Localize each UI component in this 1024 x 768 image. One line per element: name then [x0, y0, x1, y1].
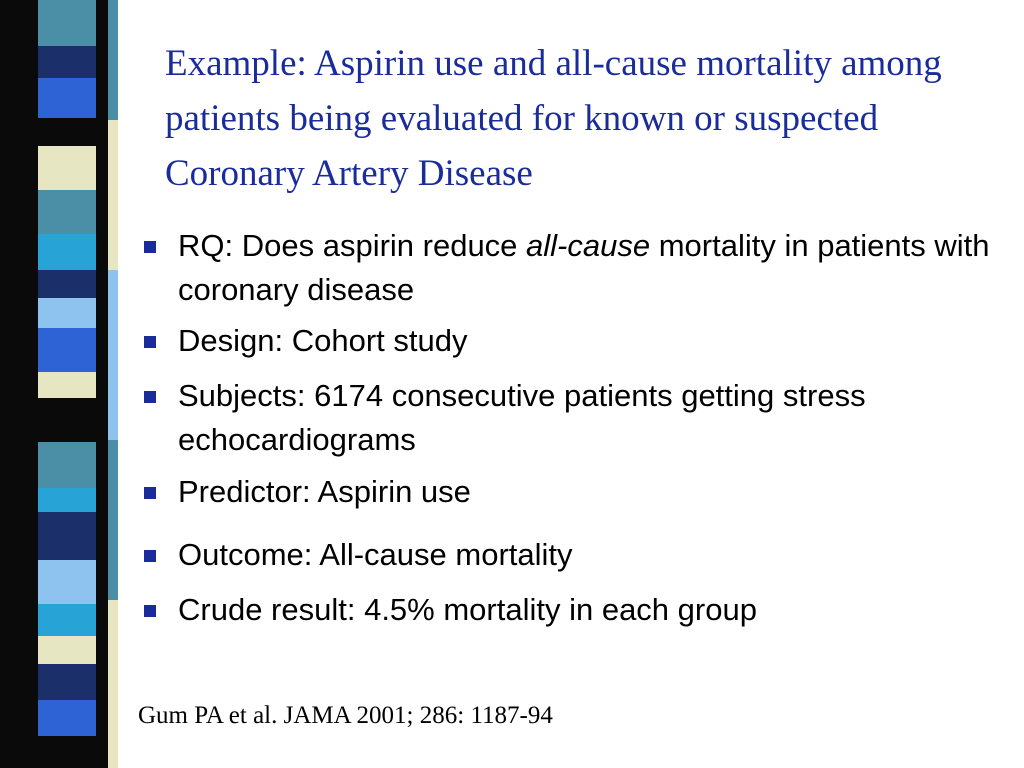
stripe-block	[38, 20, 96, 46]
stripe-block	[38, 78, 96, 118]
bullet-item-rq	[140, 224, 990, 312]
stripe-block	[108, 440, 118, 600]
stripe-block	[38, 636, 96, 664]
stripe-block	[38, 46, 96, 78]
bullet-text-emphasis: all-cause	[526, 228, 651, 263]
bullet-item-design	[140, 319, 990, 363]
stripe-block	[38, 442, 96, 488]
bullet-marker-icon	[144, 336, 156, 348]
stripe-block	[38, 398, 96, 442]
stripe-block	[38, 0, 96, 20]
slide-title: Example: Aspirin use and all-cause mortality among patients being evaluated for known or suspected Coronary Artery Disease	[165, 43, 942, 194]
bullet-marker-icon	[144, 487, 156, 499]
bullet-text-suffix: mortality in patients with coronary disease	[178, 228, 990, 307]
stripe-block	[38, 736, 96, 768]
bullet-marker-icon	[144, 391, 156, 403]
stripe-block	[38, 298, 96, 328]
stripe-border-right	[96, 0, 108, 768]
stripe-block	[108, 600, 118, 768]
stripe-block	[38, 488, 96, 512]
bullet-text: Predictor: Aspirin use	[178, 474, 471, 509]
stripe-block	[38, 118, 96, 146]
stripe-block	[38, 146, 96, 190]
bullet-item-outcome	[140, 533, 990, 577]
bullet-item-subjects	[140, 374, 990, 462]
stripe-block	[38, 190, 96, 234]
stripe-block	[38, 560, 96, 604]
citation: Gum PA et al. JAMA 2001; 286: 1187-94	[138, 702, 553, 729]
stripe-block	[38, 328, 96, 372]
stripe-block	[38, 664, 96, 700]
bullet-marker-icon	[144, 241, 156, 253]
bullet-marker-icon	[144, 605, 156, 617]
stripe-block	[38, 372, 96, 398]
bullet-text: Outcome: All-cause mortality	[178, 537, 573, 572]
stripe-block	[108, 120, 118, 270]
stripe-block	[38, 234, 96, 270]
stripe-block	[38, 512, 96, 560]
stripe-border-left	[0, 0, 38, 768]
stripe-block	[38, 270, 96, 298]
bullet-item-result	[140, 588, 990, 632]
stripe-block	[38, 700, 96, 736]
stripe-block	[38, 604, 96, 636]
bullet-marker-icon	[144, 550, 156, 562]
stripe-block	[108, 0, 118, 120]
bullet-text: Crude result: 4.5% mortality in each group	[178, 592, 757, 627]
bullet-item-predictor	[140, 470, 990, 514]
bullet-text: Subjects: 6174 consecutive patients getting stress echocardiograms	[178, 378, 866, 457]
bullet-text-prefix: RQ: Does aspirin reduce	[178, 228, 527, 263]
stripe-block	[108, 270, 118, 440]
bullet-text: Design: Cohort study	[178, 323, 468, 358]
decorative-stripe	[0, 0, 135, 768]
bullet-list	[140, 224, 990, 632]
